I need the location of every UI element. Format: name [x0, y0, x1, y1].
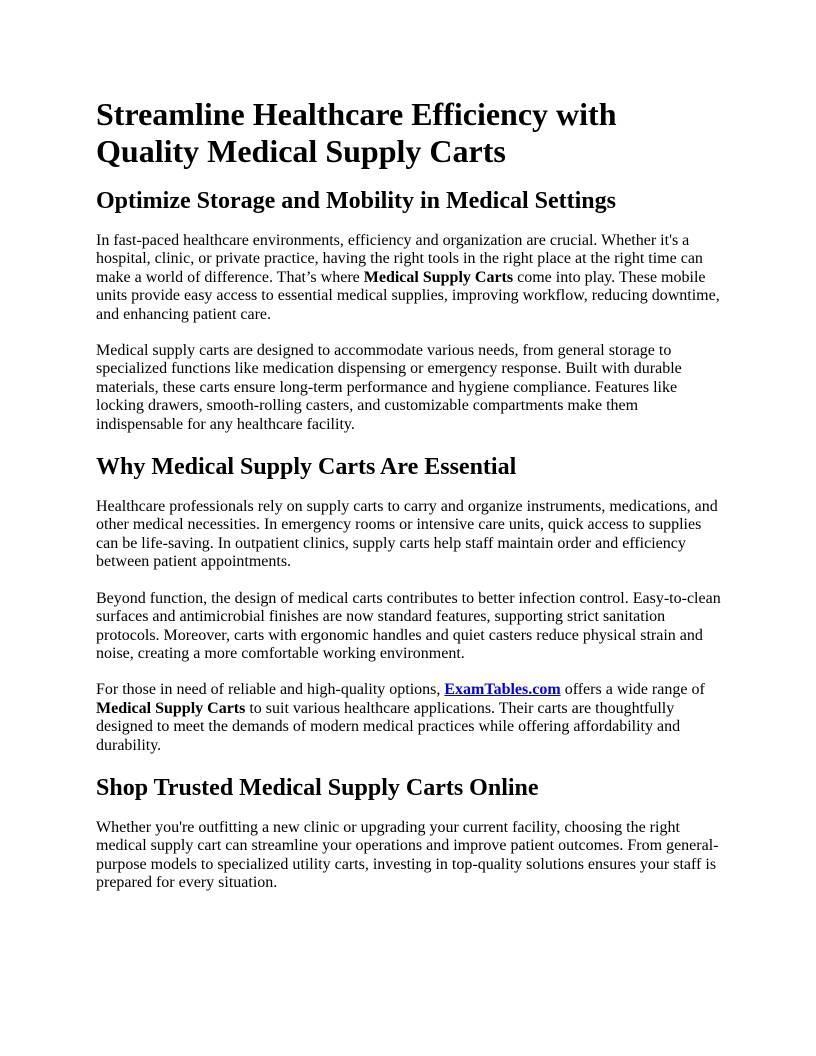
section-heading-shop: Shop Trusted Medical Supply Carts Online — [96, 774, 539, 801]
bold-medical-supply-carts: Medical Supply Carts — [363, 268, 514, 286]
paragraph-examtables-text-1: For those in need of reliable and high-quality options, — [96, 681, 445, 699]
paragraph-infection-control: Beyond function, the design of medical carts contributes to better infection control. Easy-to-clean surfaces and antimicrobial finishes are now standard features, supporting strict sanitation protocols. Moreover, carts with ergonomic handles and quiet casters reduce physical strain and noise, creating a more comfortable working environment. — [96, 589, 721, 662]
section-heading-why: Why Medical Supply Carts Are Essential — [96, 454, 517, 481]
paragraph-intro — [96, 232, 724, 324]
paragraph-examtables — [96, 681, 724, 755]
paragraph-shop: Whether you're outfitting a new clinic or upgrading your current facility, choosing the right medical supply cart can streamline your operations and improve patient outcomes. From general-purpose models to specialized utility carts, investing in top-quality solutions ensures your staff is prepared for every situation. — [96, 818, 719, 892]
paragraph-examtables-text-2: offers a wide range of — [560, 681, 705, 699]
examtables-link[interactable]: ExamTables.com — [444, 681, 561, 699]
document-title: Streamline Healthcare Efficiency with Quality Medical Supply Carts — [96, 96, 617, 169]
paragraph-intro-text-2: come into play. These mobile units provide easy access to essential medical supplies, improving workflow, reducing downtime, and enhancing patient care. — [96, 268, 720, 323]
section-heading-optimize: Optimize Storage and Mobility in Medical Settings — [96, 188, 616, 214]
document-page — [96, 96, 724, 911]
paragraph-examtables-text-3: to suit various healthcare applications. Their carts are thoughtfully designed to meet the demands of modern medical practices while offering affordability and durability. — [96, 699, 681, 754]
paragraph-professionals: Healthcare professionals rely on supply carts to carry and organize instruments, medications, and other medical necessities. In emergency rooms or intensive care units, quick access to supplies can be life-saving. In outpatient clinics, supply carts help staff maintain order and efficiency between patient appointments. — [96, 498, 718, 571]
paragraph-design: Medical supply carts are designed to accommodate various needs, from general storage to specialized functions like medication dispensing or emergency response. Built with durable materials, these carts ensure long-term performance and hygiene compliance. Features like locking drawers, smooth-rolling casters, and customizable compartments make them indispensable for any healthcare facility. — [96, 342, 682, 433]
bold-medical-supply-carts-2: Medical Supply Carts — [96, 699, 246, 717]
paragraph-intro-text-1: In fast-paced healthcare environments, efficiency and organization are crucial. Whether it's a hospital, clinic, or private practice, having the right tools in the right place at the right time can make a world of difference. That’s where — [96, 232, 703, 286]
